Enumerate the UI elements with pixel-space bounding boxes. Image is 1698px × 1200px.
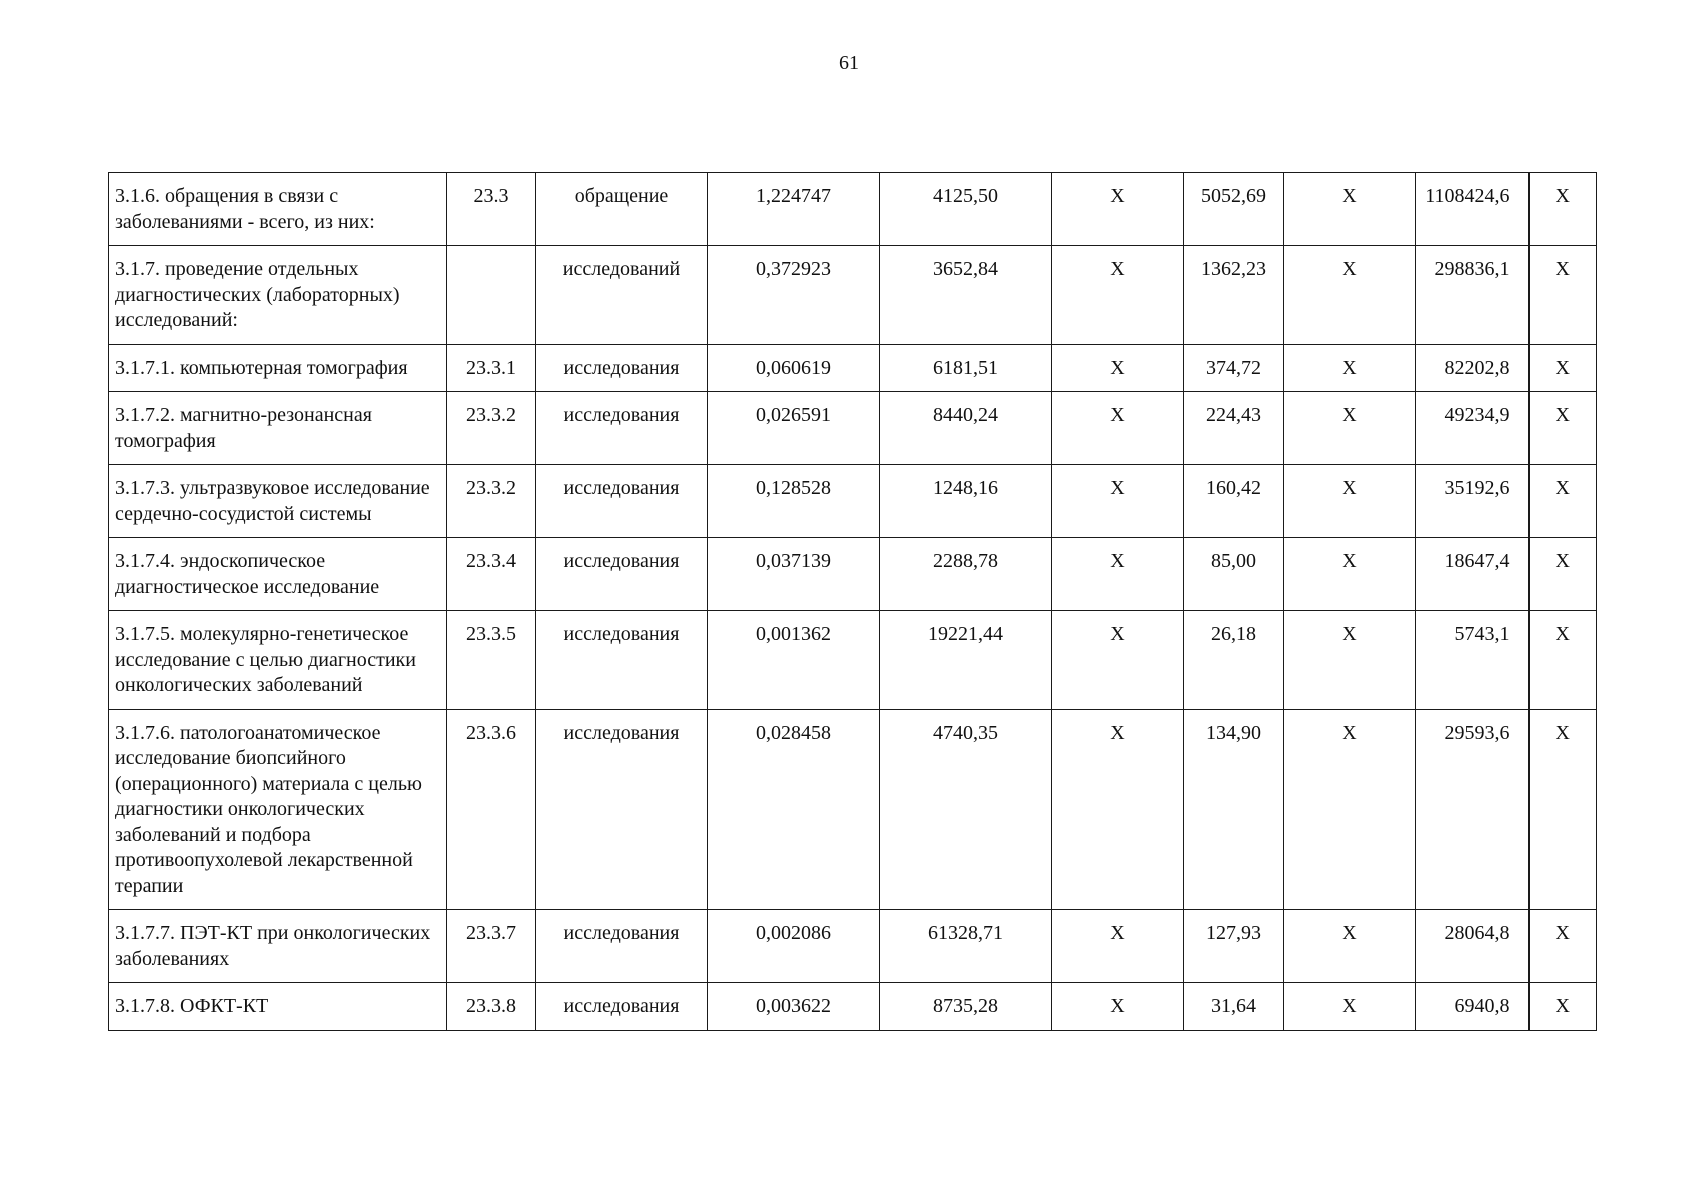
row-unit-cell: обращение [536, 173, 708, 246]
table-row [109, 246, 1597, 345]
row-unit-cell: исследования [536, 344, 708, 392]
row-name-cell: 3.1.7.2. магнитно-резонансная томография [109, 392, 447, 465]
row-x-cell: Х [1284, 344, 1416, 392]
row-line-cell: 23.3 [447, 173, 536, 246]
row-cost-cell: 2288,78 [880, 538, 1052, 611]
table-row [109, 344, 1597, 392]
row-name-cell: 3.1.7.4. эндоскопическое диагностическое исследование [109, 538, 447, 611]
row-x-cell: Х [1284, 910, 1416, 983]
row-total-cell: 82202,8 [1416, 344, 1529, 392]
row-volume-cell: 0,128528 [708, 465, 880, 538]
row-name-cell: 3.1.7. проведение отдельных диагностических (лабораторных) исследований: [109, 246, 447, 345]
row-x-cell: Х [1284, 173, 1416, 246]
page-number: 61 [839, 52, 859, 74]
row-x-cell: Х [1052, 983, 1184, 1031]
row-line-cell: 23.3.7 [447, 910, 536, 983]
row-per-capita-cell: 160,42 [1184, 465, 1284, 538]
row-line-cell: 23.3.6 [447, 709, 536, 910]
row-volume-cell: 0,003622 [708, 983, 880, 1031]
row-total-cell: 5743,1 [1416, 611, 1529, 710]
row-x-cell: Х [1284, 538, 1416, 611]
row-x-cell: Х [1529, 983, 1597, 1031]
row-per-capita-cell: 85,00 [1184, 538, 1284, 611]
row-x-cell: Х [1529, 173, 1597, 246]
row-x-cell: Х [1052, 392, 1184, 465]
row-volume-cell: 1,224747 [708, 173, 880, 246]
row-cost-cell: 61328,71 [880, 910, 1052, 983]
row-cost-cell: 19221,44 [880, 611, 1052, 710]
row-name-cell: 3.1.7.7. ПЭТ-КТ при онкологических заболеваниях [109, 910, 447, 983]
row-volume-cell: 0,002086 [708, 910, 880, 983]
row-volume-cell: 0,028458 [708, 709, 880, 910]
row-x-cell: Х [1529, 246, 1597, 345]
row-x-cell: Х [1529, 392, 1597, 465]
row-cost-cell: 4740,35 [880, 709, 1052, 910]
row-x-cell: Х [1052, 538, 1184, 611]
row-unit-cell: исследования [536, 709, 708, 910]
row-x-cell: Х [1052, 465, 1184, 538]
data-table [108, 172, 1597, 1031]
row-per-capita-cell: 31,64 [1184, 983, 1284, 1031]
table-row [109, 538, 1597, 611]
row-per-capita-cell: 224,43 [1184, 392, 1284, 465]
row-total-cell: 28064,8 [1416, 910, 1529, 983]
row-unit-cell: исследования [536, 538, 708, 611]
row-total-cell: 49234,9 [1416, 392, 1529, 465]
table-row [109, 392, 1597, 465]
row-name-cell: 3.1.7.3. ультразвуковое исследование сердечно-сосудистой системы [109, 465, 447, 538]
row-x-cell: Х [1052, 611, 1184, 710]
row-volume-cell: 0,026591 [708, 392, 880, 465]
row-x-cell: Х [1052, 246, 1184, 345]
row-total-cell: 298836,1 [1416, 246, 1529, 345]
table-row [109, 910, 1597, 983]
row-total-cell: 6940,8 [1416, 983, 1529, 1031]
row-x-cell: Х [1052, 709, 1184, 910]
row-cost-cell: 8440,24 [880, 392, 1052, 465]
row-unit-cell: исследования [536, 983, 708, 1031]
table-row [109, 611, 1597, 710]
row-total-cell: 29593,6 [1416, 709, 1529, 910]
row-x-cell: Х [1284, 465, 1416, 538]
row-per-capita-cell: 1362,23 [1184, 246, 1284, 345]
row-unit-cell: исследований [536, 246, 708, 345]
row-line-cell: 23.3.2 [447, 392, 536, 465]
table-row [109, 983, 1597, 1031]
row-x-cell: Х [1052, 910, 1184, 983]
row-cost-cell: 6181,51 [880, 344, 1052, 392]
row-x-cell: Х [1284, 246, 1416, 345]
row-unit-cell: исследования [536, 392, 708, 465]
row-line-cell: 23.3.8 [447, 983, 536, 1031]
row-volume-cell: 0,060619 [708, 344, 880, 392]
table-row [109, 465, 1597, 538]
row-x-cell: Х [1284, 709, 1416, 910]
row-total-cell: 1108424,6 [1416, 173, 1529, 246]
row-cost-cell: 4125,50 [880, 173, 1052, 246]
row-cost-cell: 8735,28 [880, 983, 1052, 1031]
row-name-cell: 3.1.7.5. молекулярно-генетическое исследование с целью диагностики онкологических заболеваний [109, 611, 447, 710]
row-volume-cell: 0,372923 [708, 246, 880, 345]
row-unit-cell: исследования [536, 465, 708, 538]
row-volume-cell: 0,037139 [708, 538, 880, 611]
row-per-capita-cell: 134,90 [1184, 709, 1284, 910]
row-line-cell [447, 246, 536, 345]
row-x-cell: Х [1052, 344, 1184, 392]
row-name-cell: 3.1.6. обращения в связи с заболеваниями - всего, из них: [109, 173, 447, 246]
row-line-cell: 23.3.5 [447, 611, 536, 710]
row-per-capita-cell: 5052,69 [1184, 173, 1284, 246]
row-total-cell: 35192,6 [1416, 465, 1529, 538]
row-cost-cell: 1248,16 [880, 465, 1052, 538]
row-line-cell: 23.3.1 [447, 344, 536, 392]
row-per-capita-cell: 127,93 [1184, 910, 1284, 983]
row-name-cell: 3.1.7.6. патологоанатомическое исследование биопсийного (операционного) материала с целью диагностики онкологических заболеваний и подбора противоопухолевой лекарственной терапии [109, 709, 447, 910]
row-x-cell: Х [1284, 392, 1416, 465]
row-x-cell: Х [1529, 538, 1597, 611]
row-x-cell: Х [1529, 344, 1597, 392]
table-row [109, 173, 1597, 246]
row-volume-cell: 0,001362 [708, 611, 880, 710]
row-name-cell: 3.1.7.1. компьютерная томография [109, 344, 447, 392]
row-name-cell: 3.1.7.8. ОФКТ-КТ [109, 983, 447, 1031]
row-x-cell: Х [1529, 611, 1597, 710]
row-total-cell: 18647,4 [1416, 538, 1529, 611]
row-per-capita-cell: 26,18 [1184, 611, 1284, 710]
row-cost-cell: 3652,84 [880, 246, 1052, 345]
row-unit-cell: исследования [536, 611, 708, 710]
row-line-cell: 23.3.4 [447, 538, 536, 611]
row-x-cell: Х [1529, 465, 1597, 538]
row-x-cell: Х [1284, 611, 1416, 710]
row-unit-cell: исследования [536, 910, 708, 983]
row-x-cell: Х [1529, 709, 1597, 910]
row-x-cell: Х [1529, 910, 1597, 983]
row-line-cell: 23.3.2 [447, 465, 536, 538]
table-row [109, 709, 1597, 910]
row-x-cell: Х [1284, 983, 1416, 1031]
row-per-capita-cell: 374,72 [1184, 344, 1284, 392]
row-x-cell: Х [1052, 173, 1184, 246]
